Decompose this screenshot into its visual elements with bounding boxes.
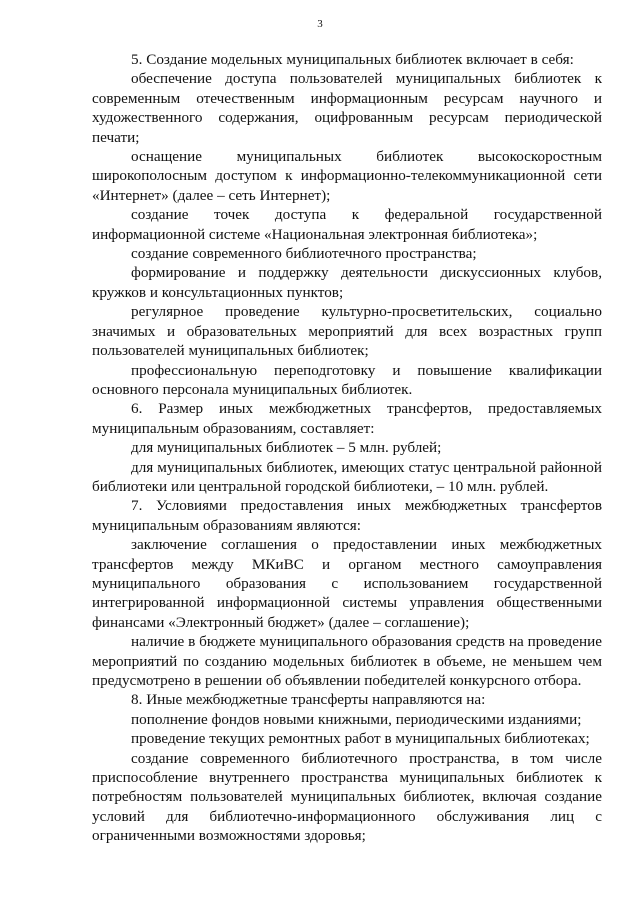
paragraph: заключение соглашения о предоставлении иных межбюджетных трансфертов между МКиВС и органом местного самоуправления муниципального образования с использованием государственной интегрированной информационной системы управления общественными финансами «Электронный бюджет» (далее – соглашение); [92, 536, 602, 631]
paragraph: для муниципальных библиотек, имеющих статус центральной районной библиотеки или центральной городской библиотеки, – 10 млн. рублей. [92, 458, 602, 495]
paragraph-5-heading: 5. Создание модельных муниципальных библиотек включает в себя: [131, 51, 574, 68]
paragraph: профессиональную переподготовку и повышение квалификации основного персонала муниципальных библиотек. [92, 361, 602, 398]
paragraph: регулярное проведение культурно-просветительских, социально значимых и образовательных мероприятий для всех возрастных групп пользователей муниципальных библиотек; [92, 303, 602, 360]
paragraph: создание современного библиотечного пространства, в том числе приспособление внутреннего пространства муниципальных библиотек к потребностям пользователей муниципальных библиотек, включая создание условий для библиотечно-информационного обслуживания лиц с ограниченными возможностями здоровья; [92, 749, 602, 845]
document-body [92, 50, 602, 846]
paragraph: проведение текущих ремонтных работ в муниципальных библиотеках; [131, 730, 590, 748]
paragraph: обеспечение доступа пользователей муниципальных библиотек к современным отечественным информационным ресурсам научного и художественного содержания, оцифрованным ресурсам периодической печати; [92, 70, 602, 146]
paragraph: создание современного библиотечного пространства; [131, 245, 477, 263]
paragraph-8-heading: 8. Иные межбюджетные трансферты направляются на: [131, 691, 486, 709]
page-number: 3 [317, 18, 323, 30]
paragraph: наличие в бюджете муниципального образования средств на проведение мероприятий по созданию модельных библиотек в объеме, не меньшем чем предусмотрено в решении об объявлении победителей конкурсного отбора. [92, 633, 602, 689]
paragraph: для муниципальных библиотек – 5 млн. рублей; [131, 439, 442, 457]
paragraph: создание точек доступа к федеральной государственной информационной системе «Национальная электронная библиотека»; [92, 206, 602, 243]
paragraph: формирование и поддержку деятельности дискуссионных клубов, кружков и консультационных пунктов; [92, 264, 602, 301]
paragraph: пополнение фондов новыми книжными, периодическими изданиями; [131, 710, 582, 728]
paragraph-7-heading: 7. Условиями предоставления иных межбюджетных трансфертов муниципальным образованиям являются: [92, 497, 602, 534]
paragraph-6-heading: 6. Размер иных межбюджетных трансфертов, предоставляемых муниципальным образованиям, составляет: [92, 400, 602, 437]
paragraph: оснащение муниципальных библиотек высокоскоростным широкополосным доступом к информационно-телекоммуникационной сети «Интернет» (далее – сеть Интернет); [92, 148, 602, 204]
